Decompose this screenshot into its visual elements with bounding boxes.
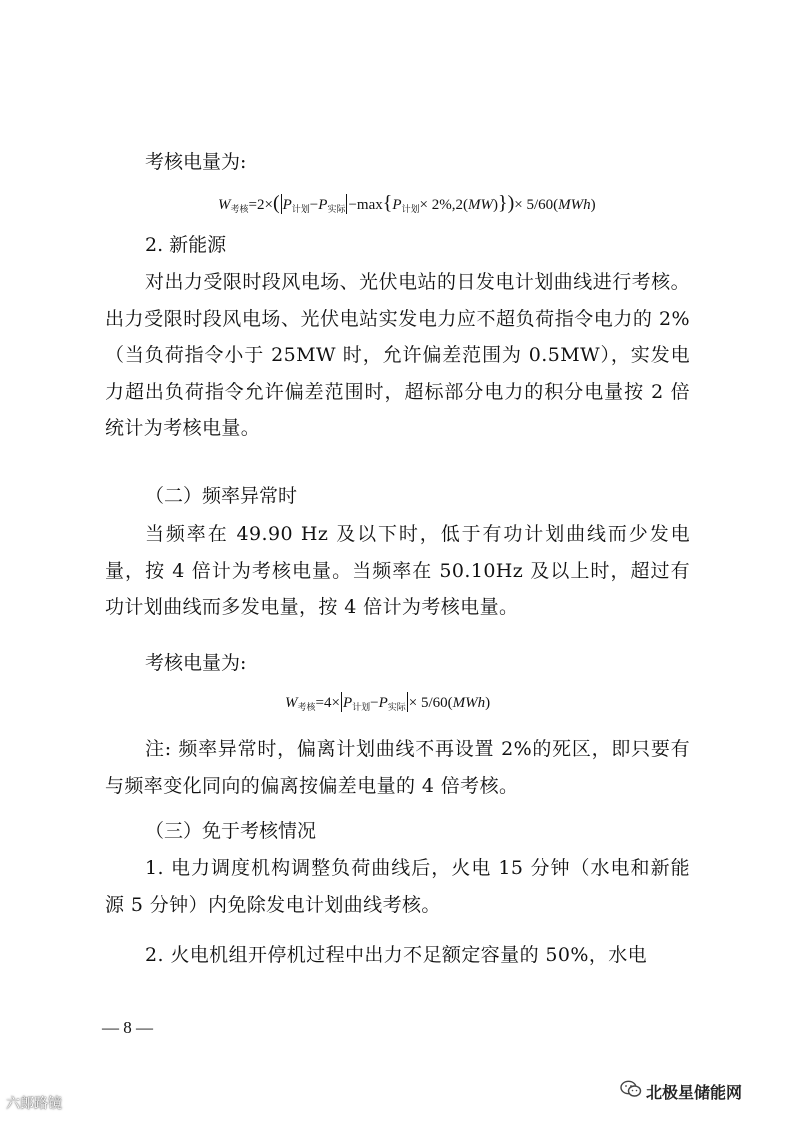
formula-2-sub-jihua: 计划 <box>352 703 371 713</box>
formula-2-sub-kaohe: 考核 <box>297 703 316 713</box>
formula-1-sub-kaohe: 考核 <box>230 205 249 215</box>
watermark-right: 北极星储能网 <box>646 1083 743 1102</box>
section-2-heading: 2. 新能源 <box>145 234 227 256</box>
formula-2-w: W <box>285 695 298 711</box>
formula-2 <box>285 692 490 718</box>
formula-1-p3: P <box>392 197 402 213</box>
exempt-item-1: 1. 电力调度机构调整负荷曲线后，火电 15 分钟（水电和新能源 5 分钟）内免除发电计划曲线考核。 <box>105 857 690 916</box>
formula-2-sub-shiji: 实际 <box>387 703 406 713</box>
formula-2-mwh: MWh <box>452 695 486 711</box>
exempt-item-2: 2. 火电机组开停机过程中出力不足额定容量的 50%，水电 <box>145 944 648 966</box>
formula-2-p1: P <box>342 695 353 711</box>
formula-1-mwh: MWh <box>558 197 591 213</box>
note-frequency: 注: 频率异常时，偏离计划曲线不再设置 2%的死区，即只要有与频率变化同向的偏离按偏差电量的 4 倍考核。 <box>105 738 690 797</box>
heading-frequency-abnormal: （二）频率异常时 <box>145 485 298 507</box>
formula-1-eq: =2× <box>248 197 273 213</box>
formula-1-tail-3: × 5/60( <box>514 197 559 213</box>
formula-1-close-brace: ) <box>507 192 515 214</box>
heading-exempt: （三）免于考核情况 <box>145 820 317 842</box>
formula-1-curly-close: } <box>498 192 508 214</box>
watermark-left: 六郎路镜 <box>6 1096 62 1112</box>
wechat-icon <box>620 1080 642 1098</box>
formula-2-tail: × 5/60( <box>408 695 453 711</box>
formula-1-p2: P <box>318 197 328 213</box>
formula-2-p2: P <box>378 695 388 711</box>
formula-1-sub-shiji: 实际 <box>327 205 346 215</box>
formula-1-abs-open <box>281 194 282 214</box>
assessment-label-1: 考核电量为: <box>145 151 247 173</box>
formula-1-tail-2: ) <box>493 197 498 213</box>
formula-1-curly-open: { <box>382 192 393 214</box>
formula-2-eq: =4× <box>315 695 340 711</box>
formula-1-open-brace: ( <box>272 192 280 214</box>
formula-1-tail-4: ) <box>590 197 596 213</box>
formula-1-sub-jihua-2: 计划 <box>401 205 420 215</box>
formula-1 <box>218 193 596 220</box>
formula-1-max: −max <box>348 197 383 213</box>
para-new-energy: 对出力受限时段风电场、光伏电站的日发电计划曲线进行考核。出力受限时段风电场、光伏电站实发电力应不超负荷指令电力的 2%（当负荷指令小于 25MW 时，允许偏差范围为 0.5MW），实发电力超出负荷指令允许偏差范围时，超标部分电力的积分电量按 2 倍统计为考核电量。 <box>105 271 690 440</box>
formula-2-abs-open <box>341 692 342 712</box>
assessment-label-2: 考核电量为: <box>145 652 247 674</box>
formula-1-minus: − <box>309 197 319 213</box>
formula-1-sub-jihua: 计划 <box>291 205 310 215</box>
formula-1-w: W <box>218 197 231 213</box>
para-frequency: 当频率在 49.90 Hz 及以下时，低于有功计划曲线而少发电量，按 4 倍计为考核电量。当频率在 50.10Hz 及以上时，超过有功计划曲线而多发电量，按 4 倍计为考核电量。 <box>105 523 690 619</box>
page-number: — 8 — <box>102 1018 153 1037</box>
formula-1-tail-1: × 2%,2( <box>419 197 468 213</box>
formula-2-end: ) <box>485 695 491 711</box>
formula-2-minus: − <box>370 695 379 711</box>
formula-2-abs-close <box>407 692 408 712</box>
formula-1-mw: MW <box>468 197 493 213</box>
formula-1-p1: P <box>282 197 292 213</box>
